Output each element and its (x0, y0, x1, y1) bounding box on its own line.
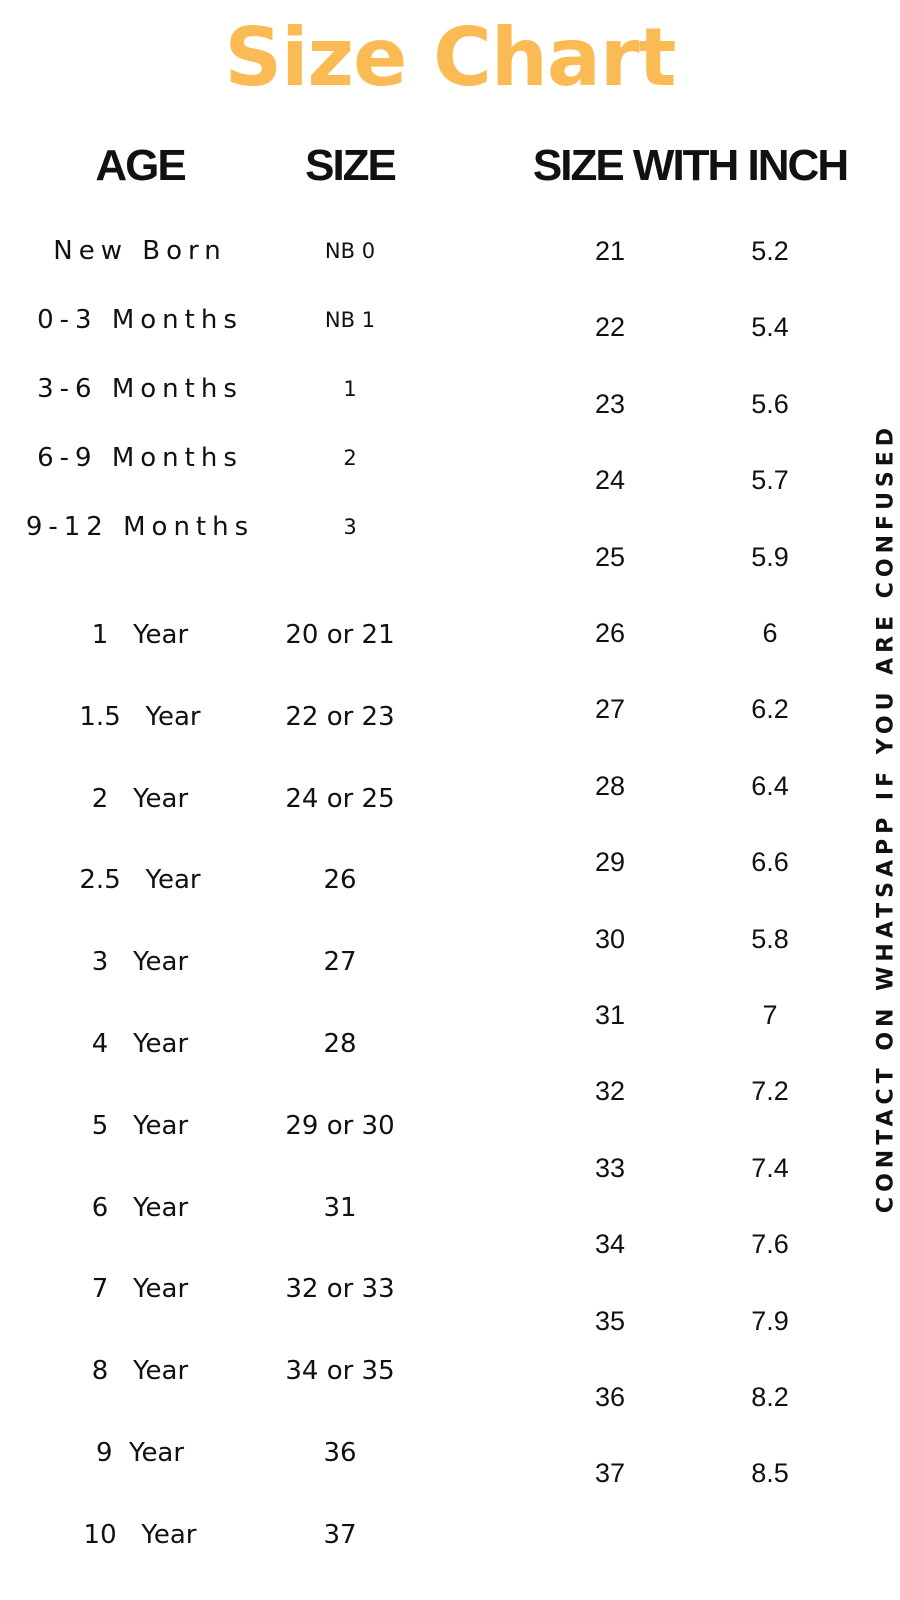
size-cell: 24 or 25 (285, 784, 395, 814)
age-cell: 4 Year (91, 1029, 189, 1059)
inch-table-size-cell: 21 (594, 236, 626, 266)
inch-table-size-cell: 29 (594, 847, 626, 877)
size-cell: 36 (323, 1438, 357, 1468)
inch-table-size-cell: 32 (594, 1076, 626, 1106)
age-cell: 0-3 Months (37, 305, 243, 335)
size-cell: 2 (343, 446, 357, 470)
inch-value-cell: 6.4 (751, 771, 789, 801)
age-cell: 2.5 Year (79, 865, 201, 895)
age-cell: 1.5 Year (79, 702, 201, 732)
size-cell: 20 or 21 (285, 620, 395, 650)
inch-value-cell: 6 (762, 618, 778, 648)
inch-table-size-cell: 30 (594, 924, 626, 954)
contact-note: CONTACT ON WHATSAPP IF YOU ARE CONFUSED (873, 422, 899, 1214)
size-cell: 34 or 35 (285, 1356, 395, 1386)
age-cell: 2 Year (91, 784, 189, 814)
size-cell: 1 (343, 377, 357, 401)
age-cell: New Born (53, 236, 227, 266)
age-cell: 6-9 Months (37, 443, 243, 473)
size-cell: 29 or 30 (285, 1111, 395, 1141)
inch-value-cell: 8.5 (751, 1458, 789, 1488)
inch-table-size-cell: 34 (594, 1229, 626, 1259)
size-cell: 37 (323, 1520, 357, 1550)
age-cell: 7 Year (91, 1274, 189, 1304)
inch-table-size-cell: 33 (594, 1153, 626, 1183)
age-cell: 10 Year (83, 1520, 197, 1550)
age-cell: 9-12 Months (25, 512, 255, 542)
page-title: Size Chart (224, 11, 676, 104)
inch-table-size-cell: 22 (594, 312, 626, 342)
size-cell: NB 0 (324, 239, 376, 263)
inch-table-size-cell: 37 (594, 1458, 626, 1488)
inch-table-size-cell: 28 (594, 771, 626, 801)
inch-table-size-cell: 26 (594, 618, 626, 648)
size-cell: 3 (343, 515, 357, 539)
inch-value-cell: 5.4 (751, 312, 789, 342)
header-size: SIZE (305, 141, 395, 190)
inch-value-cell: 7.4 (751, 1153, 789, 1183)
inch-value-cell: 5.6 (751, 389, 789, 419)
inch-table-size-cell: 31 (594, 1000, 626, 1030)
inch-value-cell: 6.2 (751, 694, 789, 724)
age-cell: 3 Year (91, 947, 189, 977)
inch-value-cell: 6.6 (751, 847, 789, 877)
inch-table-size-cell: 27 (594, 694, 626, 724)
inch-value-cell: 7.6 (751, 1229, 789, 1259)
size-cell: 22 or 23 (285, 702, 395, 732)
inch-value-cell: 5.8 (751, 924, 789, 954)
age-cell: 3-6 Months (37, 374, 243, 404)
inch-value-cell: 5.2 (751, 236, 789, 266)
size-cell: 26 (323, 865, 357, 895)
age-cell: 5 Year (91, 1111, 189, 1141)
size-cell: 32 or 33 (285, 1274, 395, 1304)
age-cell: 1 Year (91, 620, 189, 650)
inch-value-cell: 7 (762, 1000, 778, 1030)
age-cell: 8 Year (91, 1356, 189, 1386)
age-cell: 9 Year (95, 1438, 185, 1468)
size-cell: 31 (323, 1193, 357, 1223)
inch-table-size-cell: 24 (594, 465, 626, 495)
inch-table-size-cell: 25 (594, 542, 626, 572)
size-cell: 27 (323, 947, 357, 977)
inch-table-size-cell: 35 (594, 1306, 626, 1336)
inch-table-size-cell: 23 (594, 389, 626, 419)
inch-value-cell: 8.2 (751, 1382, 789, 1412)
inch-value-cell: 5.7 (751, 465, 789, 495)
inch-value-cell: 7.2 (751, 1076, 789, 1106)
size-cell: NB 1 (324, 308, 376, 332)
inch-table-size-cell: 36 (594, 1382, 626, 1412)
inch-value-cell: 7.9 (751, 1306, 789, 1336)
age-cell: 6 Year (91, 1193, 189, 1223)
size-cell: 28 (323, 1029, 357, 1059)
header-age: AGE (95, 141, 185, 190)
inch-value-cell: 5.9 (751, 542, 789, 572)
header-size-with-inch: SIZE WITH INCH (532, 141, 848, 190)
